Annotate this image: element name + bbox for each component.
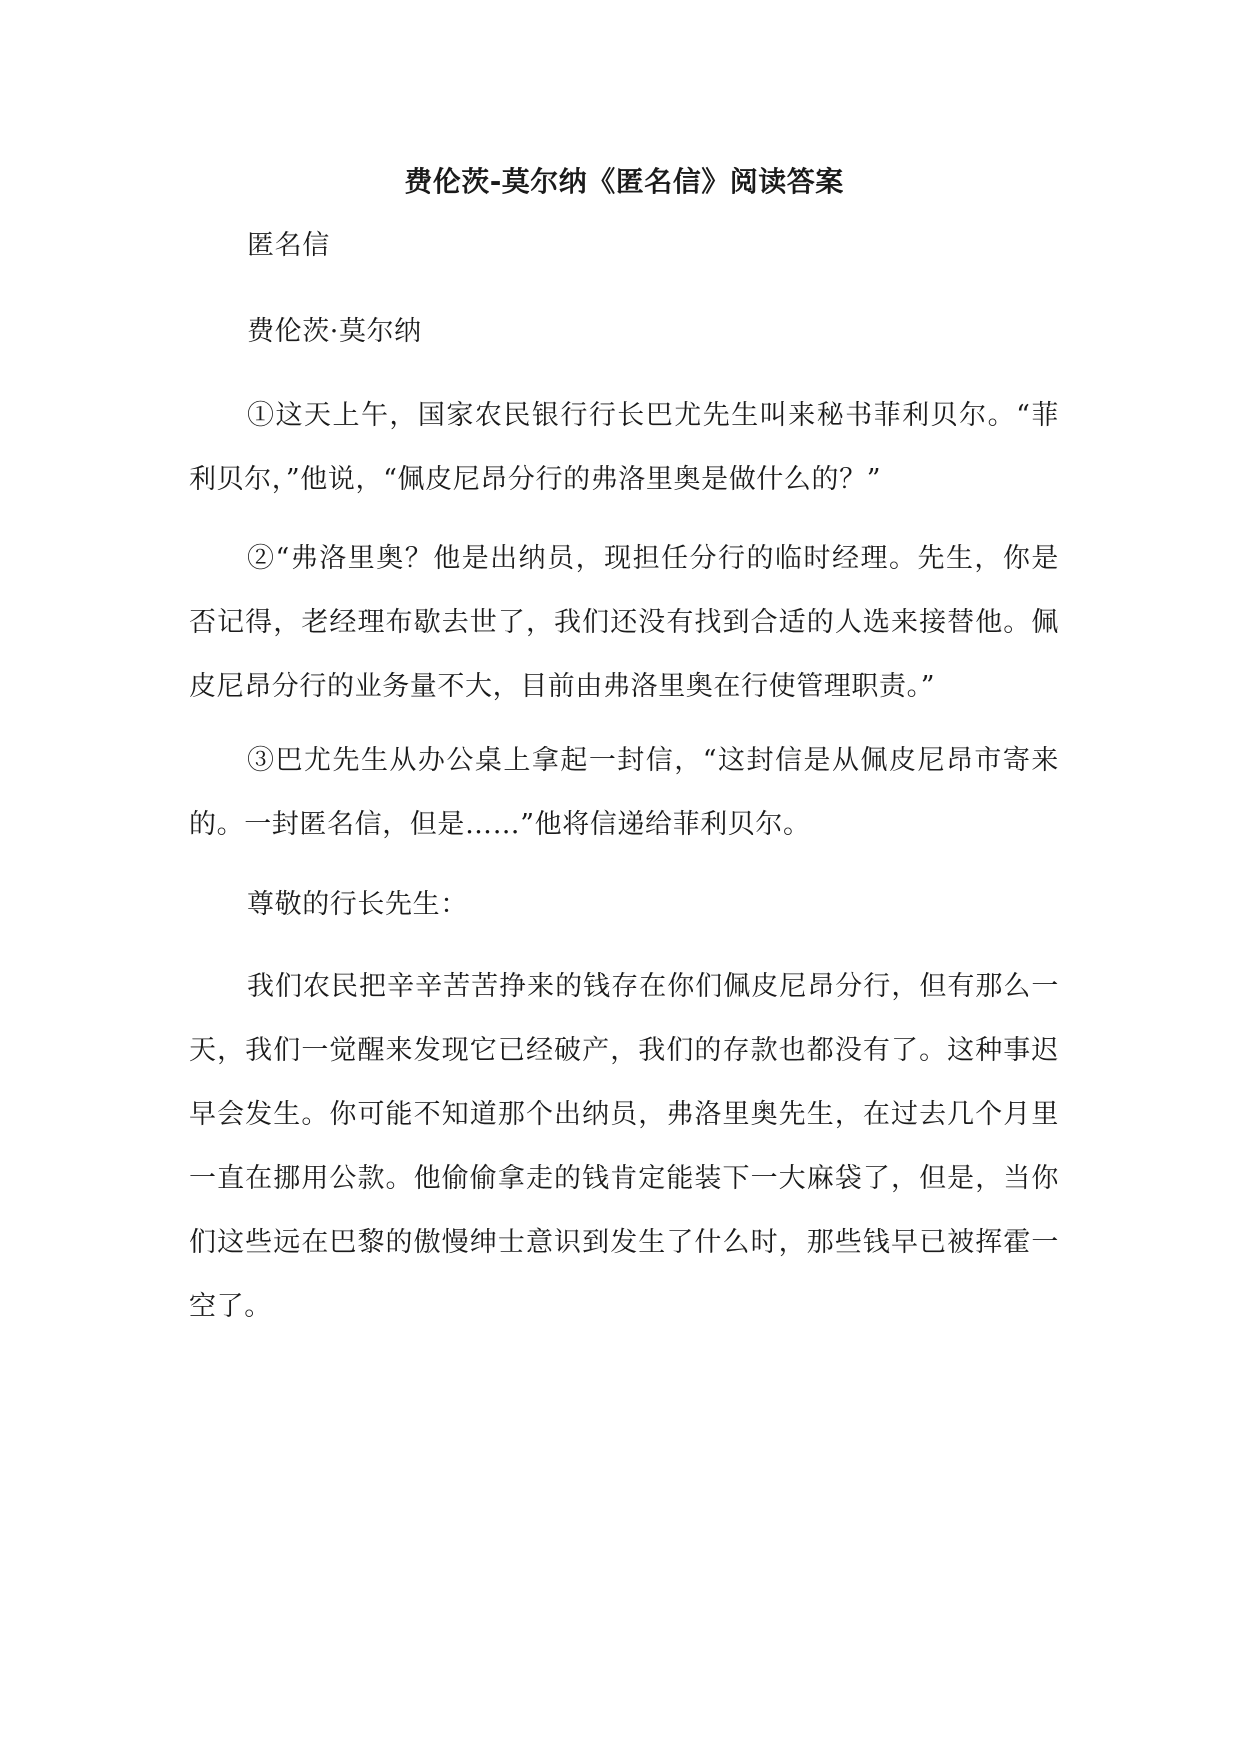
letter-salutation: 尊敬的行长先生： bbox=[247, 889, 468, 920]
paragraph-1: ①这天上午，国家农民银行行长巴尤先生叫来秘书菲利贝尔。“菲利贝尔，”他说，“佩皮尼昂分行的弗洛里奥是做什么的？” bbox=[189, 400, 1059, 495]
letter-body: 我们农民把辛辛苦苦挣来的钱存在你们佩皮尼昂分行，但有那么一天，我们一觉醒来发现它已经破产，我们的存款也都没有了。这种事迟早会发生。你可能不知道那个出纳员，弗洛里奥先生，在过去几个月里一直在挪用公款。他偷偷拿走的钱肯定能装下一大麻袋了，但是，当你们这些远在巴黎的傲慢绅士意识到发生了什么时，那些钱早已被挥霍一空了。 bbox=[189, 971, 1059, 1322]
story-title: 匿名信 bbox=[247, 230, 330, 261]
document-title: 费伦茨-莫尔纳《匿名信》阅读答案 bbox=[404, 165, 844, 198]
paragraph-2: ②“弗洛里奥？他是出纳员，现担任分行的临时经理。先生，你是否记得，老经理布歇去世了，我们还没有找到合适的人选来接替他。佩皮尼昂分行的业务量不大，目前由弗洛里奥在行使管理职责。” bbox=[189, 543, 1059, 702]
paragraph-3: ③巴尤先生从办公桌上拿起一封信，“这封信是从佩皮尼昂市寄来的。一封匿名信，但是……”他将信递给菲利贝尔。 bbox=[189, 745, 1059, 840]
story-author: 费伦茨·莫尔纳 bbox=[247, 316, 422, 347]
